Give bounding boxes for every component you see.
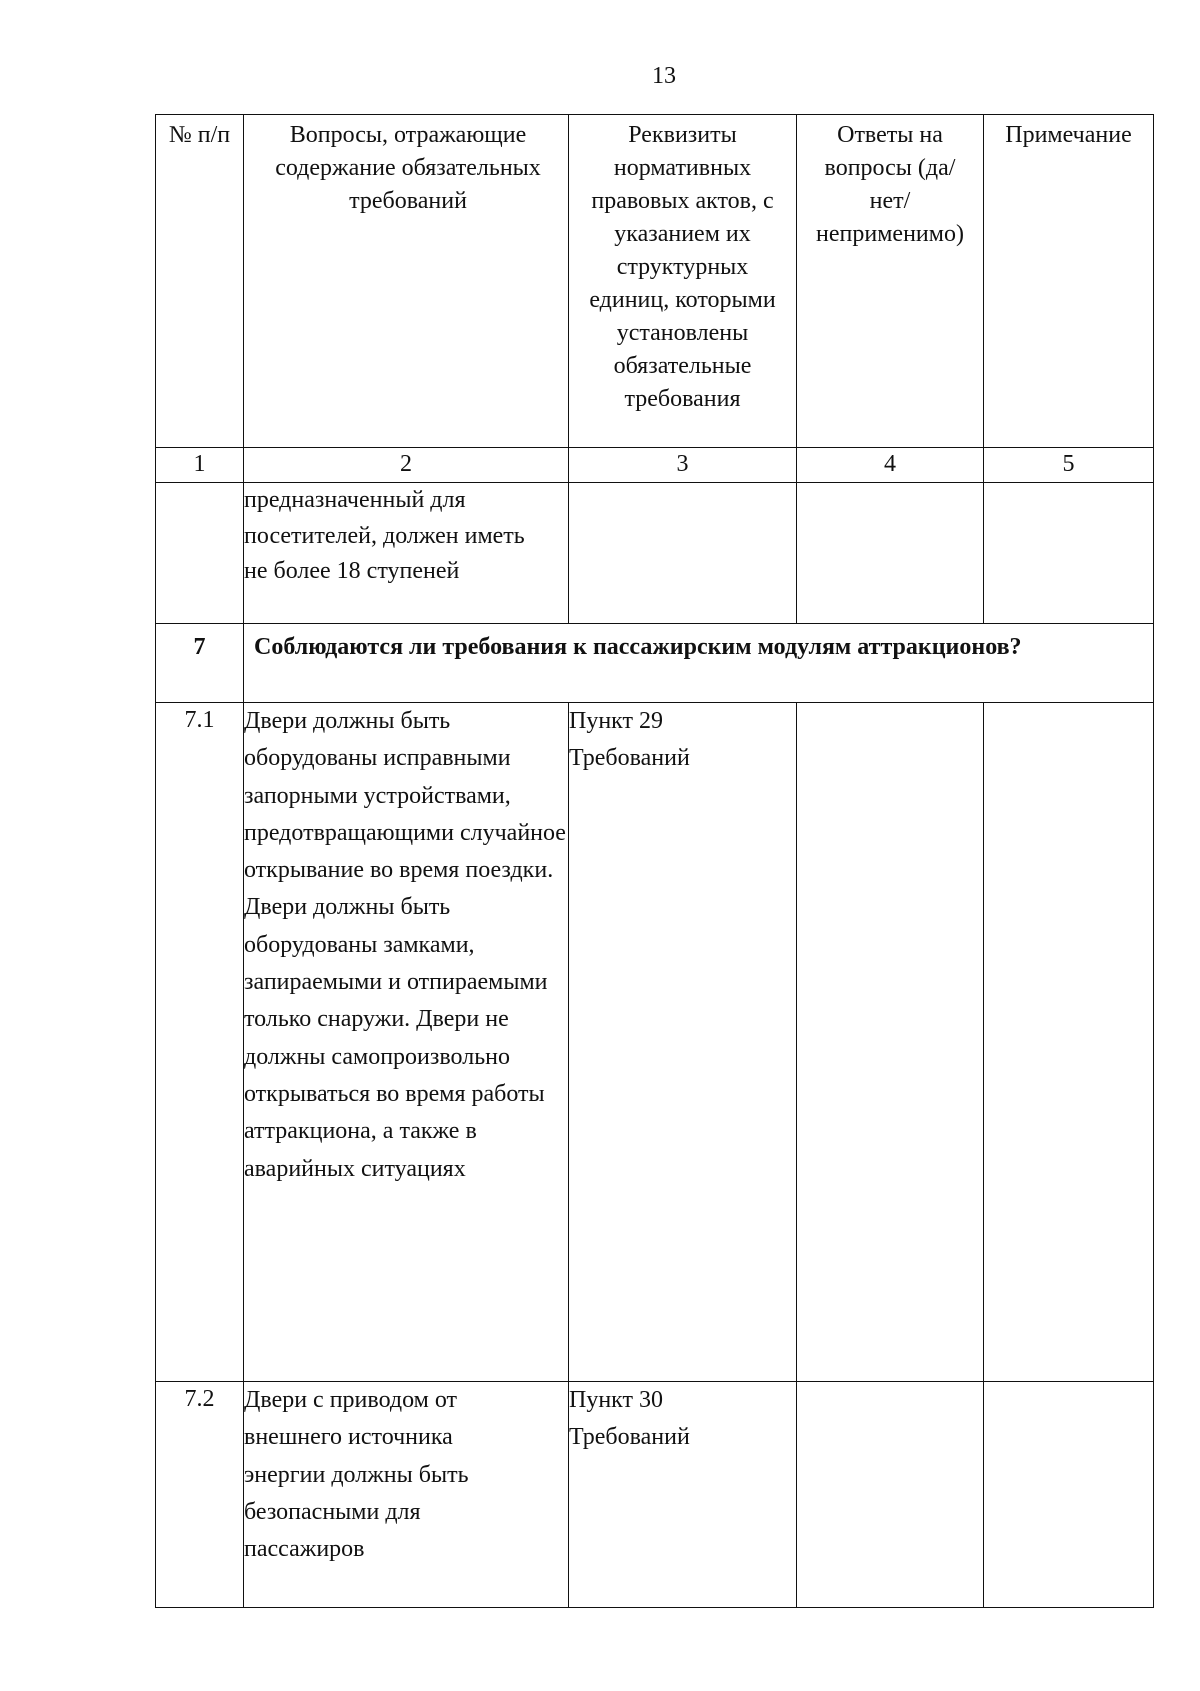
row-note [984,483,1154,624]
table-header-row [156,115,1154,448]
page-number: 13 [652,63,676,89]
column-number: 3 [569,448,797,483]
section-title-cell [244,624,1154,703]
column-number-row [156,448,1154,483]
header-note: Примечание [984,115,1154,448]
header-answer: Ответы на вопросы (да/нет/ неприменимо) [797,115,984,448]
row-question: Двери должны быть оборудованы исправными запорными устройствами, предотвращающими случайное открывание во время поездки. Двери должны быть оборудованы замками, запираемыми и отпираемыми только снаружи. Двери не должны самопроизвольно открываться во время работы аттракциона, а также в аварийных ситуациях [244,703,569,1382]
row-number: 7.2 [156,1382,244,1608]
row-number [156,483,244,624]
column-number: 2 [244,448,569,483]
column-number: 1 [156,448,244,483]
row-question: Двери с приводом от внешнего источника энергии должны быть безопасными для пассажиров [244,1382,569,1608]
table-row [156,483,1154,624]
header-number: № п/п [156,115,244,448]
row-answer [797,1382,984,1608]
row-question: предназначенный для посетителей, должен иметь не более 18 ступеней [244,483,569,624]
table-row [156,703,1154,1382]
column-number: 5 [984,448,1154,483]
row-answer [797,703,984,1382]
row-reference: Пункт 29 Требований [569,703,797,1382]
section-number-text: 7 [193,634,206,660]
section-title: Соблюдаются ли требования к пассажирским модулям аттракционов? [254,634,1022,660]
row-number: 7.1 [156,703,244,1382]
header-reference: Реквизиты нормативных правовых актов, с указанием их структурных единиц, которыми установлены обязательные требования [569,115,797,448]
row-answer [797,483,984,624]
row-note [984,703,1154,1382]
section-row [156,624,1154,703]
table-row [156,1382,1154,1608]
row-reference: Пункт 30 Требований [569,1382,797,1608]
header-question: Вопросы, отражающие содержание обязательных требований [244,115,569,448]
requirements-table [155,114,1154,1608]
row-reference [569,483,797,624]
column-number: 4 [797,448,984,483]
section-number [156,624,244,703]
row-note [984,1382,1154,1608]
